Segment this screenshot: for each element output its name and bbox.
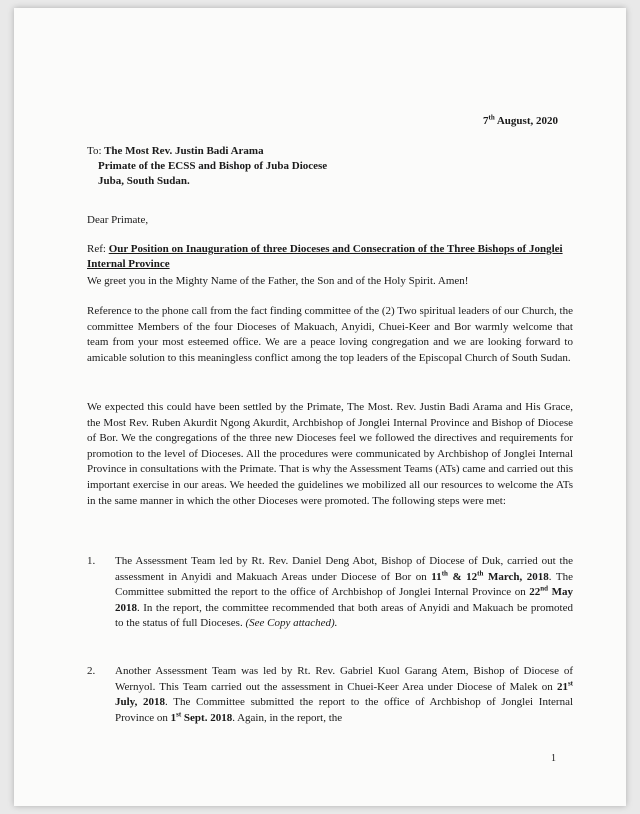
recipient-block <box>87 144 327 189</box>
to-label: To: <box>87 145 102 157</box>
recipient-location: Juba, South Sudan. <box>98 175 190 187</box>
page-number: 1 <box>551 753 556 764</box>
list-item-number: 2. <box>87 665 96 677</box>
salutation: Dear Primate, <box>87 214 149 226</box>
letter-date: 7th August, 2020 <box>482 113 558 127</box>
greeting-paragraph: We greet you in the Mighty Name of the Father, the Son and of the Holy Spirit. Amen! <box>87 275 469 287</box>
reference-line <box>87 242 573 272</box>
body-paragraph-2: We expected this could have been settled by the Primate, The Most. Rev. Justin Badi Arama and His Grace, the Most Rev. Ruben Akurdit Ngong Akurdit, Archbishop of Jonglei Internal Province and Bishop of Diocese of Bor. We the congregations of the three new Dioceses feel we followed the directives and requirements for promotion to the level of Dioceses. All the procedures were communicated by Archbishop of Jonglei Internal Province in consultations with the Primate. That is why the Assessment Teams (ATs) came and carried out this important exercise in our areas. We heeded the guidelines we mobilized all our resources to welcome the ATs in the same manner in which the other Dioceses were promoted. The following steps were met: <box>87 401 573 507</box>
list-item: 1. The Assessment Team led by Rt. Rev. Daniel Deng Abot, Bishop of Diocese of Duk, carried out the assessment in Anyidi and Makuach Areas under Diocese of Bor on 11th & 12th March, 2018. The Committee submitted the report to the office of Archbishop of Jonglei Internal Province on 22nd May 2018. In the report, the committee recommended that both areas of Anyidi and Makuach be promoted to the status of full Dioceses. (See Copy attached). <box>87 555 573 630</box>
list-item-number: 1. <box>87 555 96 567</box>
letter-page <box>14 8 626 806</box>
steps-list-continued <box>87 664 573 726</box>
ref-subject: Our Position on Inauguration of three Dioceses and Consecration of the Three Bishops of Jonglei Internal Province <box>87 243 563 270</box>
steps-list <box>87 554 573 632</box>
recipient-title: Primate of the ECSS and Bishop of Juba Diocese <box>98 160 328 172</box>
recipient-name: The Most Rev. Justin Badi Arama <box>104 145 264 157</box>
ref-label: Ref: <box>87 243 106 255</box>
list-item: 2. Another Assessment Team was led by Rt. Rev. Gabriel Kuol Garang Atem, Bishop of Diocese of Wernyol. This Team carried out the assessment in Chuei-Keer Area under Diocese of Malek on 21st July, 2018. The Committee submitted the report to the office of Archbishop of Jonglei Internal Province on 1st Sept. 2018. Again, in the report, the <box>87 665 574 724</box>
body-paragraph-1: Reference to the phone call from the fact finding committee of the (2) Two spiritual leaders of our Church, the committee Members of the four Dioceses of Makuach, Anyidi, Chuei-Keer and Bor warmly welcome that team from your most esteemed office. We are a peace loving congregation and we are looking forward to amicable solution to this meaningless conflict among the top leaders of the Episcopal Church of South Sudan. <box>87 305 573 364</box>
